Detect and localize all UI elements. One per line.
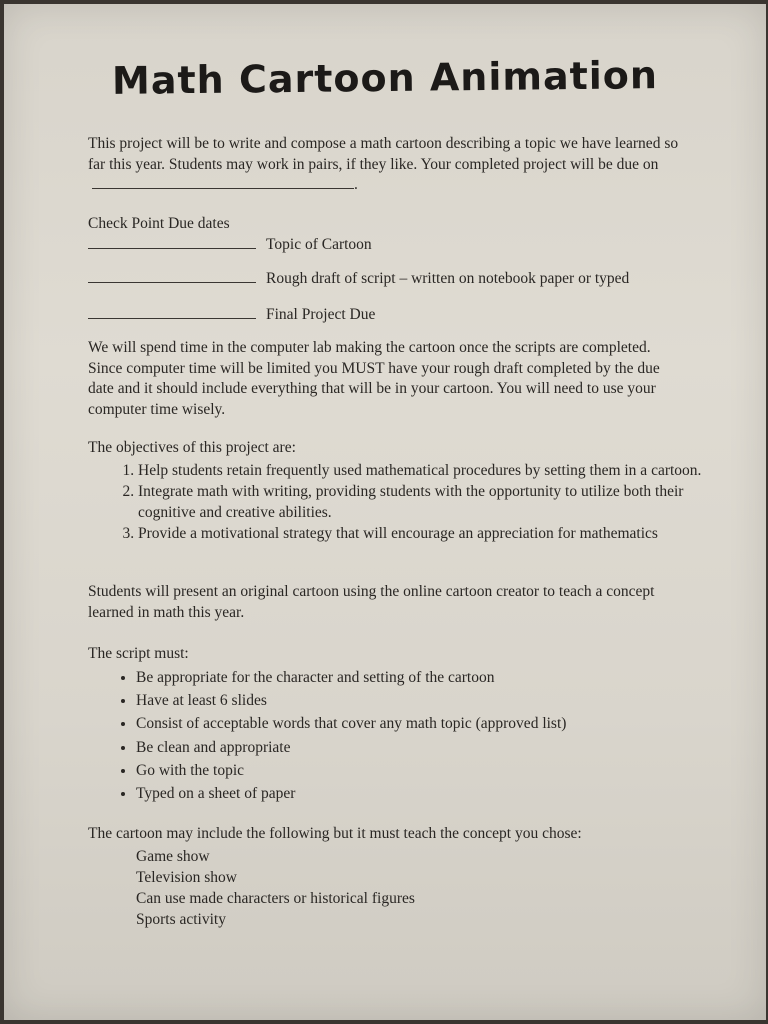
script-list: [108, 666, 566, 805]
checkpoint-label: Rough draft of script – written on notebook paper or typed: [266, 270, 630, 287]
cartoon-options: [136, 846, 415, 930]
list-item: • Be clean and appropriate: [136, 736, 566, 759]
script-heading: The script must:: [88, 645, 189, 662]
list-item: Sports activity: [136, 911, 226, 928]
list-item: • Consist of acceptable words that cover any math topic (approved list): [136, 712, 566, 735]
checkpoint-row: [88, 304, 375, 326]
list-item: Television show: [136, 869, 237, 886]
list-item: 3. Provide a motivational strategy that will encourage an appreciation for mathematics: [138, 523, 714, 544]
checkpoint-row: [88, 268, 629, 290]
present-paragraph: Students will present an original cartoon using the online cartoon creator to teach a concept learned in math this year.: [88, 583, 655, 621]
list-item: Can use made characters or historical figures: [136, 890, 415, 907]
checkpoint-date-blank: [88, 304, 256, 319]
cartoon-heading: The cartoon may include the following but it must teach the concept you chose:: [88, 825, 582, 842]
list-item: 1. Help students retain frequently used mathematical procedures by setting them in a cartoon.: [138, 460, 714, 481]
checkpoint-label: Topic of Cartoon: [266, 236, 372, 253]
checkpoint-date-blank: [88, 268, 256, 283]
list-item: • Typed on a sheet of paper: [136, 782, 566, 805]
lab-paragraph: We will spend time in the computer lab making the cartoon once the scripts are completed. Since computer time will be limited you MUST have your rough draft completed by the due date and it should include everything that will be in your cartoon. You will need to use your computer time wisely.: [88, 339, 660, 418]
objectives-list: [108, 460, 714, 544]
page-title: Math Cartoon Animation: [111, 53, 659, 103]
intro-text: This project will be to write and compose a math cartoon describing a topic we have learned so far this year. Students may work in pairs, if they like. Your completed project will be due on: [88, 135, 679, 173]
checkpoint-row: [88, 234, 372, 256]
checkpoint-date-blank: [88, 234, 256, 249]
checkpoint-label: Final Project Due: [266, 306, 376, 323]
due-date-blank: [92, 175, 354, 189]
paper-sheet: [4, 4, 766, 1020]
checkpoint-heading: Check Point Due dates: [88, 215, 230, 232]
objectives-heading: The objectives of this project are:: [88, 439, 296, 456]
list-item: • Have at least 6 slides: [136, 689, 566, 712]
list-item: • Go with the topic: [136, 759, 566, 782]
list-item: Game show: [136, 848, 210, 865]
intro-paragraph: [88, 134, 684, 196]
list-item: • Be appropriate for the character and setting of the cartoon: [136, 666, 566, 689]
list-item: 2. Integrate math with writing, providing students with the opportunity to utilize both their cognitive and creative abilities.: [138, 481, 714, 523]
intro-end: .: [354, 176, 358, 193]
